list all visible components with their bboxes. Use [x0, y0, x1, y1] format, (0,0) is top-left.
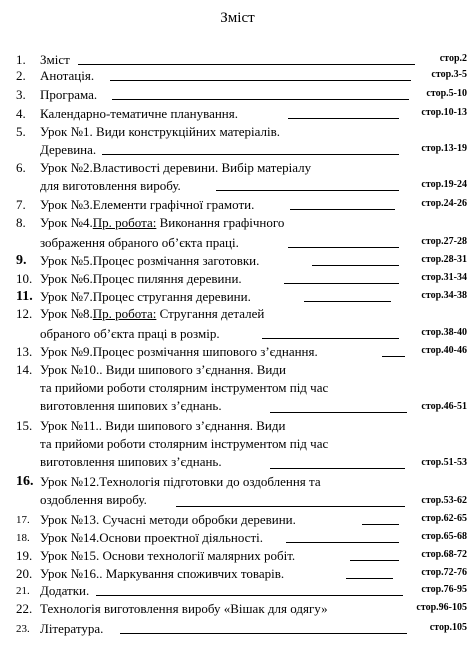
toc-item: [0, 601, 475, 617]
leader-line: [284, 283, 399, 284]
item-title: Урок №10.. Види шипового з’єднання. Види: [40, 362, 286, 377]
item-text: [40, 68, 467, 84]
page-ref: стор.34-38: [421, 290, 467, 301]
page-ref: стор.10-13: [421, 107, 467, 118]
item-title: Урок №9.Процес розмічання шипового з’єднання.: [40, 344, 318, 359]
leader-line: [270, 412, 407, 413]
item-text: [40, 289, 467, 305]
item-number: 12.: [16, 306, 33, 321]
item-text: [40, 124, 467, 140]
item-title: Урок №12.Технологія підготовки до оздоблення та: [40, 474, 321, 489]
item-number: 5.: [16, 124, 26, 139]
leader-line: [110, 80, 411, 81]
page-ref: стор.53-62: [421, 495, 467, 506]
page-ref: стор.27-28: [421, 236, 467, 247]
page-ref: стор.62-65: [421, 513, 467, 524]
item-title-line2: Деревина.: [40, 142, 97, 157]
item-number: 11.: [16, 289, 33, 304]
page-ref: стор.68-72: [421, 549, 467, 560]
item-text-continued: [40, 436, 467, 452]
toc-item: [0, 253, 475, 269]
leader-line: [96, 595, 403, 596]
page-ref: стор.24-26: [421, 198, 467, 209]
page-ref: стор.2: [439, 53, 467, 64]
leader-line: [350, 560, 399, 561]
leader-line: [346, 578, 393, 579]
leader-line: [216, 190, 399, 191]
leader-line: [362, 524, 399, 525]
leader-line: [304, 301, 391, 302]
leader-line: [382, 356, 405, 357]
item-number: 6.: [16, 160, 26, 175]
item-number: 1.: [16, 52, 26, 67]
item-title: Урок №5.Процес розмічання заготовки.: [40, 253, 260, 268]
item-text: [40, 253, 467, 269]
item-text-continued: [40, 326, 467, 342]
toc-item: [0, 548, 475, 564]
item-number: 4.: [16, 106, 26, 121]
leader-line: [102, 154, 399, 155]
item-text: [40, 160, 467, 176]
item-title-line3: виготовлення шипових з’єднань.: [40, 398, 222, 413]
item-title: Календарно-тематичне планування.: [40, 106, 238, 121]
item-title-line2: та прийоми роботи столярним інструментом під час: [40, 380, 329, 395]
leader-line: [288, 247, 399, 248]
item-title: Урок №7.Процес стругання деревини.: [40, 289, 251, 304]
item-text: [40, 52, 467, 68]
item-title: Урок №11.. Види шипового з’єднання. Види: [40, 418, 286, 433]
item-number: 14.: [16, 362, 33, 377]
item-title: Урок №8.: [40, 306, 93, 321]
item-title: Урок №16.. Маркування споживчих товарів.: [40, 566, 285, 581]
leader-line: [262, 338, 399, 339]
page-ref: стор.40-46: [421, 345, 467, 356]
item-title-line2: обраного об’єкта праці в розмір.: [40, 326, 220, 341]
page-title: Зміст: [220, 10, 255, 26]
leader-line: [120, 633, 407, 634]
item-number: 22.: [16, 601, 33, 616]
item-text: [40, 306, 467, 322]
leader-line: [286, 542, 399, 543]
item-title-rest: Стругання деталей: [156, 306, 265, 321]
page-ref: стор.31-34: [421, 272, 467, 283]
item-text: [40, 87, 467, 103]
toc-item: [0, 106, 475, 122]
item-number: 17.: [16, 514, 30, 526]
item-number: 10.: [16, 271, 33, 286]
item-text: [40, 601, 467, 617]
item-number: 2.: [16, 68, 26, 83]
toc-item: [0, 87, 475, 103]
item-title: Урок №3.Елементи графічної грамоти.: [40, 197, 255, 212]
page-ref: стор.65-68: [421, 531, 467, 542]
toc-item: [0, 621, 475, 637]
practical-work-label: Пр. робота:: [92, 215, 157, 230]
item-text: [40, 530, 467, 546]
leader-line: [312, 265, 399, 266]
item-number: 13.: [16, 344, 33, 359]
item-number: 18.: [16, 532, 30, 544]
item-title: Технологія виготовлення виробу «Вішак для одягу»: [40, 601, 328, 616]
page-ref: стор.28-31: [421, 254, 467, 265]
item-title: Урок №15. Основи технології малярних робіт.: [40, 548, 296, 563]
item-text: [40, 512, 467, 528]
item-title: Урок №4.: [40, 215, 93, 230]
toc-item: [0, 344, 475, 360]
page-ref: стор.51-53: [421, 457, 467, 468]
page-ref: стор.76-95: [421, 584, 467, 595]
item-number: 21.: [16, 585, 30, 597]
item-title: Урок №14.Основи проектної діяльності.: [40, 530, 263, 545]
page-ref: стор.5-10: [426, 88, 467, 99]
item-number: 8.: [16, 215, 26, 230]
item-title-rest: Виконання графічного: [156, 215, 285, 230]
item-title: Урок №1. Види конструкційних матеріалів.: [40, 124, 281, 139]
item-text-continued: [40, 235, 467, 251]
toc-item: [0, 160, 475, 194]
toc-item: [0, 52, 475, 68]
leader-line: [112, 99, 409, 100]
page-ref: стор.38-40: [421, 327, 467, 338]
item-number: 19.: [16, 548, 33, 563]
item-number: 3.: [16, 87, 26, 102]
item-text: [40, 566, 467, 582]
item-title: Урок №2.Властивості деревини. Вибір матеріалу: [40, 160, 312, 175]
toc-item: [0, 271, 475, 287]
item-title: Урок №6.Процес пиляння деревини.: [40, 271, 242, 286]
item-text: [40, 621, 467, 637]
item-number: 20.: [16, 566, 33, 581]
page-ref: стор.72-76: [421, 567, 467, 578]
item-title: Зміст: [40, 52, 70, 67]
toc-item: [0, 215, 475, 251]
toc-item: [0, 418, 475, 472]
item-title-line2: та прийоми роботи столярним інструментом під час: [40, 436, 329, 451]
page-ref: стор.105: [429, 622, 467, 633]
toc-item: [0, 566, 475, 582]
page-ref: стор.19-24: [421, 179, 467, 190]
toc-item: [0, 68, 475, 84]
item-number: 23.: [16, 623, 30, 635]
item-text: [40, 362, 467, 378]
toc-item: [0, 530, 475, 546]
item-text: [40, 418, 467, 434]
item-text: [40, 548, 467, 564]
item-text-continued: [40, 380, 467, 396]
toc-item: [0, 124, 475, 158]
item-text: [40, 344, 467, 360]
toc-item: [0, 583, 475, 599]
item-number: 7.: [16, 197, 26, 212]
item-text: [40, 474, 467, 490]
toc-item: [0, 474, 475, 510]
leader-line: [176, 506, 405, 507]
practical-work-label: Пр. робота:: [92, 306, 157, 321]
item-title-line2: оздоблення виробу.: [40, 492, 147, 507]
item-title-line2: зображення обраного об’єкта праці.: [40, 235, 239, 250]
item-number: 9.: [16, 253, 27, 268]
leader-line: [288, 118, 399, 119]
item-text-continued: [40, 178, 467, 194]
toc-item: [0, 512, 475, 528]
leader-line: [290, 209, 395, 210]
page-ref: стор.46-51: [421, 401, 467, 412]
item-title: Урок №13. Сучасні методи обробки деревини.: [40, 512, 296, 527]
item-text-continued: [40, 142, 467, 158]
toc-item: [0, 197, 475, 213]
item-text: [40, 106, 467, 122]
toc-item: [0, 289, 475, 305]
page-ref: стор.3-5: [431, 69, 467, 80]
item-text: [40, 215, 467, 231]
toc-item: [0, 306, 475, 342]
item-text: [40, 197, 467, 213]
leader-line: [78, 64, 415, 65]
leader-line: [270, 468, 405, 469]
item-text: [40, 583, 467, 599]
item-title: Література.: [40, 621, 104, 636]
item-title: Програма.: [40, 87, 98, 102]
item-title: Додатки.: [40, 583, 90, 598]
toc-item: [0, 362, 475, 416]
item-number: 16.: [16, 474, 34, 489]
item-title-line2: для виготовлення виробу.: [40, 178, 181, 193]
page-ref: стор.96-105: [416, 602, 467, 613]
item-title: Анотація.: [40, 68, 95, 83]
item-title-line3: виготовлення шипових з’єднань.: [40, 454, 222, 469]
page-ref: стор.13-19: [421, 143, 467, 154]
item-number: 15.: [16, 418, 33, 433]
item-text: [40, 271, 467, 287]
